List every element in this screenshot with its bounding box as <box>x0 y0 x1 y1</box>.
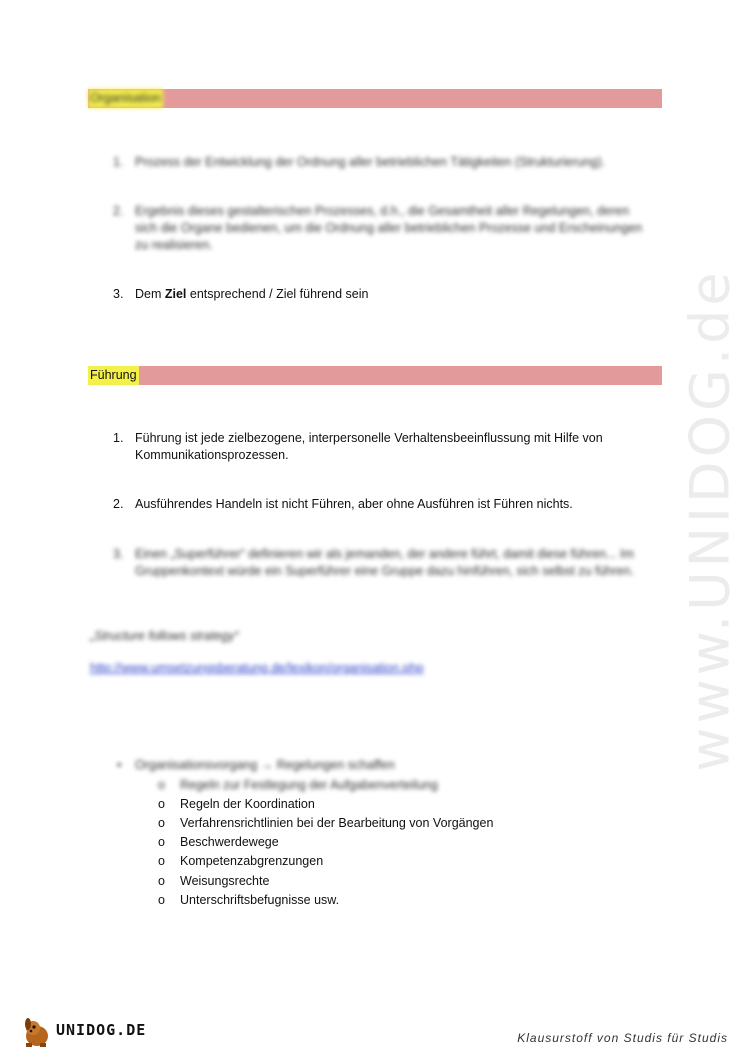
circle-bullet-icon: o <box>158 835 165 849</box>
source-link[interactable]: http://www.umsetzungsberatung.de/lexikon/organisation.php <box>90 661 424 675</box>
list-item: 3. Dem Ziel entsprechend / Ziel führend sein <box>113 287 369 301</box>
sub-list-item: o Regeln zur Festlegung der Aufgabenverteilung <box>158 778 438 792</box>
quote: „Structure follows strategy“ <box>90 629 239 643</box>
unidog-logo <box>22 1014 152 1050</box>
section-heading-fuehrung: Führung <box>88 366 139 385</box>
logo-wordmark: UNIDOG.DE <box>56 1021 147 1039</box>
list-item: 1. Führung ist jede zielbezogene, interpersonelle Verhaltensbeeinflussung mit Hilfe von Kommunikationsprozessen. <box>113 431 603 462</box>
circle-bullet-icon: o <box>158 893 165 907</box>
list-item: 1. Prozess der Entwicklung der Ordnung aller betrieblichen Tätigkeiten (Strukturierung). <box>113 155 606 169</box>
section-bar-organisation <box>88 89 662 108</box>
list-item: 3. Einen „Superführer“ definieren wir als jemanden, der andere führt, damit diese führen... Im Gruppenkontext würde ein Superführer eine Gruppe dazu hinführen, sich selbst zu führen. <box>113 547 634 578</box>
sub-list-item: o Kompetenzabgrenzungen <box>158 854 324 868</box>
bullet-dot-icon: • <box>117 758 122 772</box>
sub-list-item: o Beschwerdewege <box>158 835 279 849</box>
circle-bullet-icon: o <box>158 797 165 811</box>
bullet-item: • Organisationsvorgang → Regelungen schaffen <box>117 758 395 772</box>
section-heading-organisation: Organisation <box>88 89 163 108</box>
sub-list-item: o Unterschriftsbefugnisse usw. <box>158 893 340 907</box>
list-item: 2. Ergebnis dieses gestalterischen Prozesses, d.h., die Gesamtheit aller Regelungen, deren sich die Organe bedienen, um die Ordnung aller betrieblichen Prozesse und Erscheinungen zu realisieren. <box>113 204 643 252</box>
section-bar-fuehrung <box>88 366 662 385</box>
footer-tagline: Klausurstoff von Studis für Studis <box>517 1031 728 1045</box>
circle-bullet-icon: o <box>158 854 165 868</box>
dog-icon <box>22 1014 56 1050</box>
list-item: 2. Ausführendes Handeln ist nicht Führen, aber ohne Ausführen ist Führen nichts. <box>113 497 573 511</box>
sub-list-item: o Verfahrensrichtlinien bei der Bearbeitung von Vorgängen <box>158 816 494 830</box>
circle-bullet-icon: o <box>158 816 165 830</box>
circle-bullet-icon: o <box>158 874 165 888</box>
sub-list-item: o Regeln der Koordination <box>158 797 315 811</box>
sub-list-item: o Weisungsrechte <box>158 874 270 888</box>
circle-bullet-icon: o <box>158 778 165 792</box>
